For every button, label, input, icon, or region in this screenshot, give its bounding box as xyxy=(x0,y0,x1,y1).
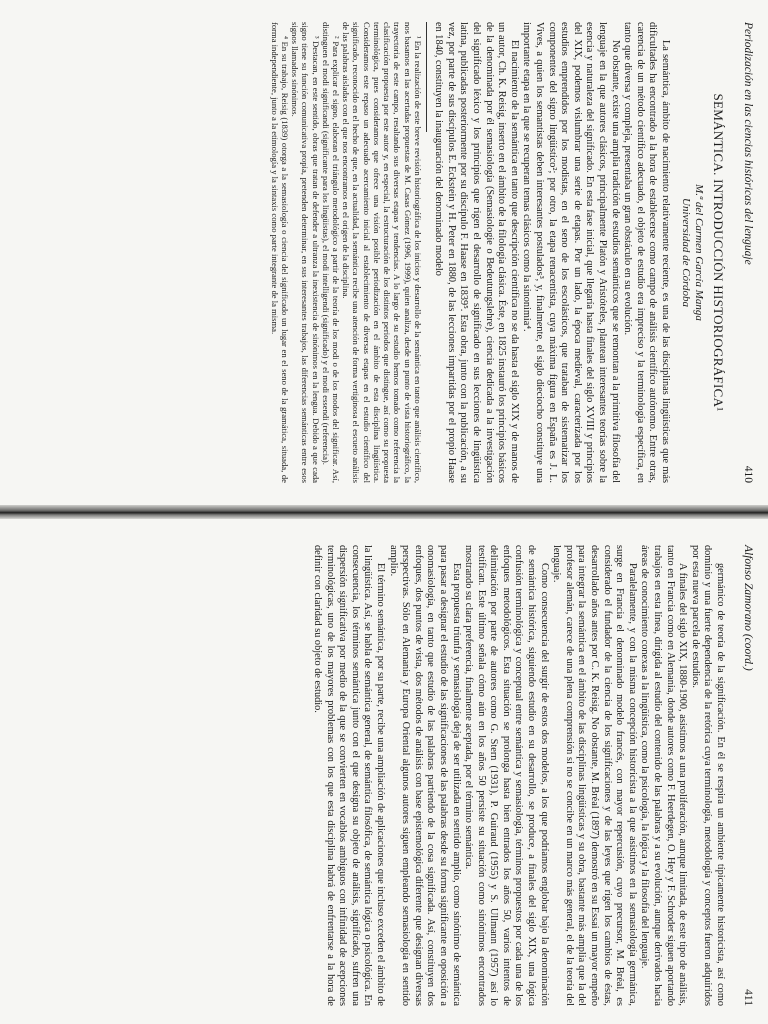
left-page-content xyxy=(12,22,726,483)
author-affiliation: Universidad de Córdoba xyxy=(680,198,692,307)
book-spine xyxy=(0,505,768,519)
footnote: ⁴ En su trabajo, Reisig (1839) otorga a la semasiología o ciencia del significado un lugar en el seno de la gramática, situada, de forma independiente, junto a la etimología y la sintaxis como parte integrante de la misma. xyxy=(269,22,291,483)
body-paragraph: Como consecuencia del surgir de estos dos modelos, a los que podríamos englobar bajo la denominación de semántica histórica, siguiendo estudio en su desarrollo, se produce, a finales del siglo XIX, una lógica confusión terminológica y conceptual entre semántica y semasiología, términos propuestos por cada una de los enfoques metodológicos. Esta situación se prolonga hasta bien entrados los años 50, varios intentos de delimitación por parte de autores como G. Stern (1931), P. Guiraud (1955) y S. Ullmann (1957) así lo testifican. Este último señala cómo aún en los años 50 persiste su situación como sinónimos encontrados mostrando su clara preferencia, finalmente aceptada, por el término semántica. xyxy=(463,545,550,1006)
body-paragraph: El nacimiento de la semántica en tanto que descripción científica no se da hasta el siglo XIX y de manos de un autor, Ch. K. Reisig, inserto en el ámbito de la filología clásica. Éste, en 1825 instauró los principios básicos de la denominada por él semasiología (Semasiologie o Bedeutungslehre), ciencia dedicada a la investigación del significado léxico y los principios que rigen el desarrollo de significado en sus lecciones de lingüística latina, publicadas posteriormente por su discípulo F. Haase en 1839⁵. Esta obra, junto con la publicación, a su vez, por parte de sus discípulos E. Eckstein y H. Peter en 1880, de las lecciones impartidas por el propio Haase en 1840, constituyen la inauguración del denominado modelo xyxy=(433,22,520,483)
running-header xyxy=(734,22,754,483)
right-page-content xyxy=(12,545,726,1006)
left-page xyxy=(0,0,768,505)
article-title: SEMÁNTICA. INTRODUCCIÓN HISTORIOGRÁFICA¹ xyxy=(711,93,726,412)
footnote: ³ Destacan, en este sentido, obras que tratan de defender a ultranza la inexistencia de sinónimos en la lengua. Debido a que cada signo tiene su función comunicativa propia, pretenden determinar, en sus interesantes trabajos, las diferencias semánticas entre esos signos llamados sinónimos. xyxy=(290,22,321,483)
page-number: 411 xyxy=(742,989,754,1006)
body-paragraph: No obstante, existe una amplia tradición de estudios semánticos que se remontan a la primitiva filosofía del lenguaje en la que autores clásicos, principalmente Platón y Aristóteles, plantean interesantes teorías sobre la esencia y naturaleza del significado. En esta fase inicial, que llegaría hasta finales del siglo XVIII y principios del XIX, podemos vislumbrar una serie de etapas. Por un lado, la época medieval, caracterizada por los estudios emprendidos por los modistas, en el seno de los escolásticos, que trataban de sistematizar los componentes del signo lingüístico²; por otro, la etapa renacentista, cuya máxima figura en España es J. L. Vives, a quien los semantistas deben interesantes postulados³, y, finalmente, el siglo dieciocho constituye una importante etapa en la que se recuperan temas clásicos como la sinonimia⁴. xyxy=(521,22,621,483)
body-paragraph: La semántica, ámbito de nacimiento relativamente reciente, es una de las disciplinas lingüísticas que más dificultades ha encontrado a la hora de establecerse como campo de análisis científico autónomo. Entre otras, carencia de un método científico adecuado, el objeto de estudio era impreciso y la terminología específica, en tanto que diversa y compleja, presentaba un gran obstáculo en su evolución. xyxy=(622,22,671,483)
body-paragraph: A finales del siglo XIX, 1880-1900, asistimos a una proliferación, aunque limitada, de este tipo de análisis, tanto en Francia como en Alemania, donde autores como F. Heerdegen, O. Hey y F. Schroder siguen aportando trabajos en esta línea, dirigida al estudio del contenido de las palabras y a su evolución, aunque derivados hacia áreas de conocimiento conexas a la lingüística, como la psicología, la lógica y la filosofía del lenguaje. xyxy=(639,545,689,1006)
page-number: 410 xyxy=(742,465,754,483)
right-page xyxy=(0,519,768,1024)
body-paragraph: germánico de teoría de la significación. En él se respira un ambiente típicamente historicista, así como dominio y una fuerte dependencia de la retórica cuya terminología, metodología y conceptos fueron adquiridos por esta nueva parcela de estudios. xyxy=(689,545,726,1006)
footnote-divider xyxy=(426,22,427,132)
article-author: M.ª del Carmen García Manga xyxy=(693,184,705,321)
body-paragraph: El término semántica, por su parte, recibe una ampliación de aplicaciones que incluso exceden el ámbito de la lingüística. Así, se habla de semántica general, de semántica filosófica, de semántica lógica o psicológica. En consecuencia, los términos semántica junto con el que designa su objeto de análisis, significado, sufren una dispersión significativa por medio de la que se convierten en vocablos ambiguos con infinidad de acepciones terminológicas, uno de los mayores problemas con los que esta disciplina habrá de enfrentarse a la hora de definir con claridad su objeto de estudio. xyxy=(312,545,386,1006)
running-header-title: Periodización en las ciencias históricas del lenguaje xyxy=(742,22,754,265)
running-header-title: Alfonso Zamorano (coord.) xyxy=(742,545,754,671)
body-paragraph: Paralelamente, y con la misma concepción historicista a la que asistimos en la semasiología germánica, surge en Francia el denominado modelo francés, con mayor repercusión, cuyo precursor, M. Bréal, es considerado el fundador de la ciencia de los significaciones y de las leyes que rigen los cambios de éstas, desarrollado años antes por C. K. Reisig. No obstante, M. Bréal (1897) demostró en su Essai un mayor empeño para integrar la semántica en el ámbito de las disciplinas lingüísticas y su obra, bastante más amplia que la del profesor alemán, carece de una plena comprensión si no se concibe en un marco más general, el de la teoría del lenguaje. xyxy=(551,545,638,1006)
footnote: ¹ En la realización de este breve revisión historiográfica de los inicios y desarrollo de la semántica en tanto que análisis científico, nos basamos en las acertadas propuestas de M. Casas Gómez (1996, 1999), quien analiza, desde un punto de vista historiográfico, la trayectoria de este campo, resaltando sus diversas etapas y tendencias. A lo largo de su estudio hemos tomado como referencia la clasificación propuesta por este autor y, en especial, la estructuración de los distintos periodos que distingue, así como su propuesta terminológica, pues consideramos que ofrece una visión posible periodización en el ámbito de esta disciplina lingüística. Consideramos este repaso un adecuado acercamiento inicial al establecimiento de diversas etapas en el estudio científico del significado, reconocido en el hecho de que, en la actualidad, la semántica recibe una atención de forma vertiginosa el escueto análisis de las palabras aisladas con el que nos encontramos en el origen de la disciplina. xyxy=(341,22,423,483)
body-paragraph: Esta propuesta triunfa y semasiología deja de ser utilizada en sentido amplio, como sinónimo de semántica para pasar a designar el estudio de las significaciones de las palabras desde su forma significante en oposición a onomasiología, en tanto que estudio de las palabras partiendo de la cosa significada. Así, constituyen dos enfoques, dos puntos de vista, dos métodos de análisis con base epistemológica diferente que designan diversas perspectivas. Sólo en Alemania y Europa Oriental algunos autores siguen empleando semasiología en sentido amplio. xyxy=(387,545,462,1006)
footnote: ² Para explicar el signo, elaboran el triángulo metodológico a partir de la teoría de los modi o de los modos del significar. Así, distinguen el modi significandi (significante para los lingüistas), el modi intelligendi (significado) y el modi essendi (referencia). xyxy=(320,22,342,483)
running-header xyxy=(734,545,754,1006)
